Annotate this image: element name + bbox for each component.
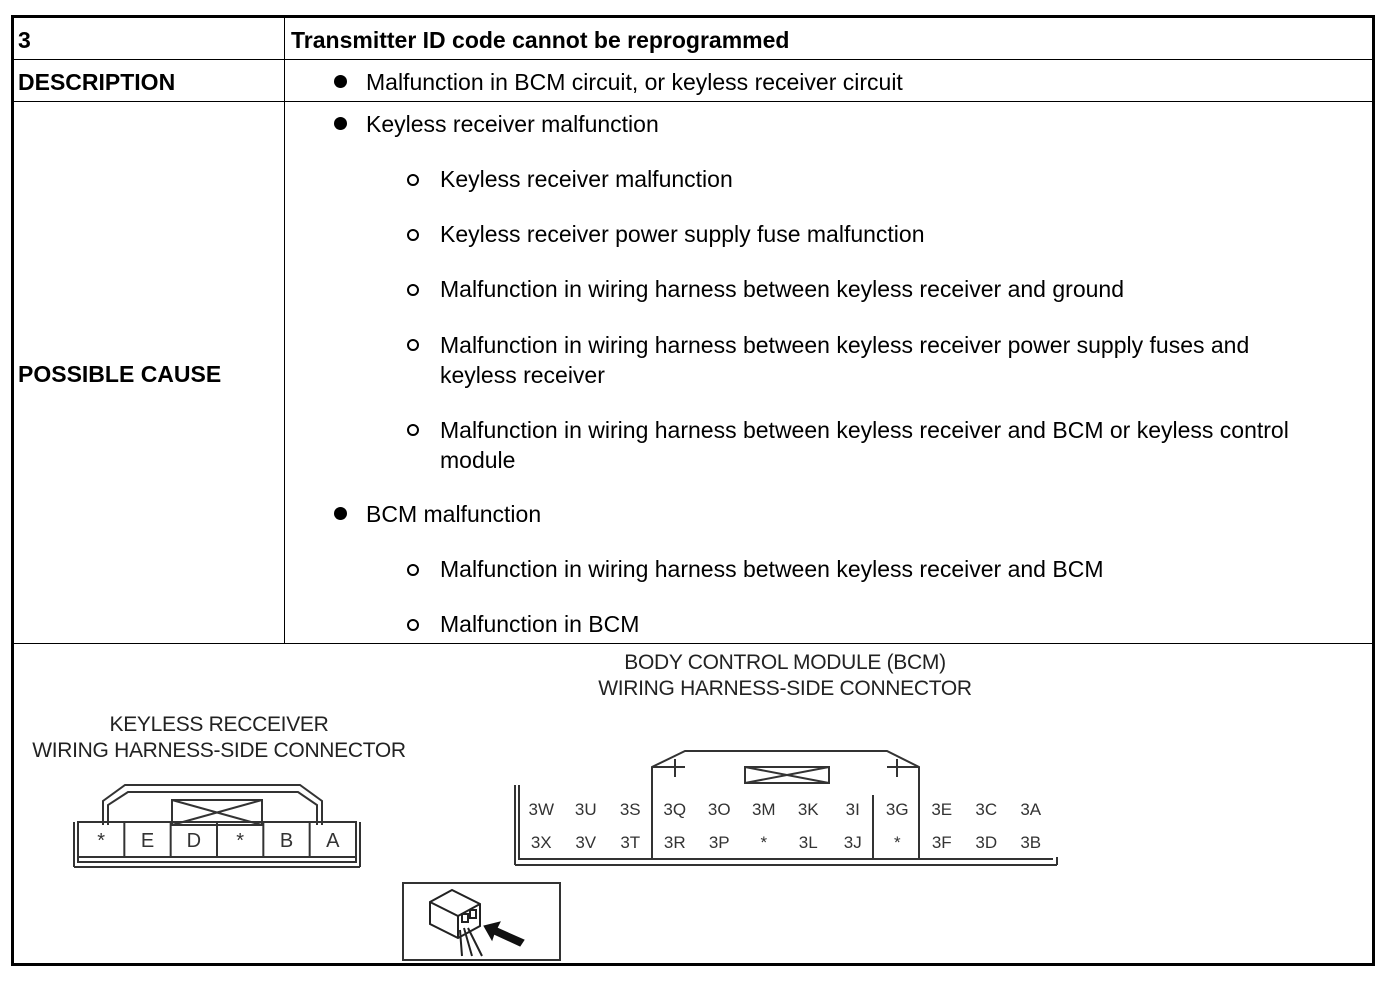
bcm-pin-label: 3Q [663, 800, 687, 819]
bullet-ring-icon [407, 229, 419, 241]
bullet-ring-icon [407, 619, 419, 631]
bullet-dot-icon [334, 507, 347, 520]
row-divider [14, 643, 1372, 644]
cause-subitem: Malfunction in BCM [440, 611, 640, 637]
bcm-pin-label: 3M [751, 800, 776, 819]
keyless-pin-label: A [326, 830, 340, 852]
keyless-pin-label: B [279, 830, 294, 852]
bcm-pin-label: 3X [530, 833, 552, 852]
bullet-ring-icon [407, 424, 419, 436]
keyless-title-line1: KEYLESS RECCEIVER [109, 713, 329, 736]
bcm-pin-label: 3S [619, 800, 641, 819]
cause-subitem: Malfunction in wiring harness between keyless receiver power supply fuses and keyless receiver [440, 332, 1250, 388]
keyless-title-line2: WIRING HARNESS-SIDE CONNECTOR [32, 739, 406, 762]
bcm-pin-label: 3I [845, 800, 860, 819]
bcm-pin-label: 3K [797, 800, 819, 819]
bullet-ring-icon [407, 564, 419, 576]
cause-subitem: Malfunction in wiring harness between keyless receiver and ground [440, 276, 1124, 302]
bcm-pin-label: 3F [931, 833, 952, 852]
cause-subitem: Keyless receiver malfunction [440, 166, 733, 192]
bcm-pin-label: 3C [975, 800, 998, 819]
cause-group-title: Keyless receiver malfunction [366, 111, 659, 137]
cause-subitem: Malfunction in wiring harness between keyless receiver and BCM or keyless control module [440, 417, 1289, 473]
row-title: Transmitter ID code cannot be reprogrammed [291, 27, 790, 53]
keyless-connector-diagram [70, 775, 365, 875]
bullet-dot-icon [334, 75, 347, 88]
bullet-ring-icon [407, 339, 419, 351]
bcm-pin-label: 3V [575, 833, 597, 852]
bcm-title-line1: BODY CONTROL MODULE (BCM) [624, 651, 946, 674]
description-label: DESCRIPTION [18, 69, 176, 95]
row-number: 3 [18, 27, 31, 53]
row-divider [14, 101, 1372, 102]
bcm-pin-label: 3U [574, 800, 597, 819]
bcm-pin-label: 3E [931, 800, 953, 819]
bcm-pin-label: * [760, 833, 768, 852]
bcm-pin-label: * [893, 833, 901, 852]
keyless-connector-title [14, 712, 424, 764]
bullet-dot-icon [334, 117, 347, 130]
keyless-pin-label: D [186, 830, 202, 852]
row-divider [14, 59, 1372, 60]
bcm-pin-label: 3D [975, 833, 998, 852]
bullet-ring-icon [407, 174, 419, 186]
bcm-pin-label: 3O [707, 800, 731, 819]
view-direction-icon [402, 882, 562, 962]
bcm-connector-diagram [505, 745, 1070, 875]
keyless-pin-label: * [97, 830, 106, 852]
bcm-pin-label: 3P [708, 833, 730, 852]
description-item: Malfunction in BCM circuit, or keyless receiver circuit [366, 69, 903, 95]
bcm-pin-label: 3B [1020, 833, 1042, 852]
bcm-title-line2: WIRING HARNESS-SIDE CONNECTOR [598, 677, 972, 700]
bcm-connector-title [585, 650, 985, 702]
cause-subitem: Malfunction in wiring harness between keyless receiver and BCM [440, 556, 1104, 582]
bcm-pin-label: 3J [843, 833, 862, 852]
bullet-ring-icon [407, 284, 419, 296]
bcm-pin-label: 3A [1020, 800, 1042, 819]
cause-subitem: Keyless receiver power supply fuse malfunction [440, 221, 925, 247]
cause-group-title: BCM malfunction [366, 501, 542, 527]
bcm-pin-label: 3R [663, 833, 686, 852]
bcm-pin-label: 3G [885, 800, 909, 819]
possible-cause-label: POSSIBLE CAUSE [18, 361, 222, 387]
keyless-pin-label: * [236, 830, 245, 852]
keyless-pin-label: E [140, 830, 155, 852]
bcm-pin-label: 3W [528, 800, 554, 819]
bcm-pin-label: 3L [798, 833, 818, 852]
bcm-pin-label: 3T [620, 833, 641, 852]
column-divider [284, 18, 285, 644]
